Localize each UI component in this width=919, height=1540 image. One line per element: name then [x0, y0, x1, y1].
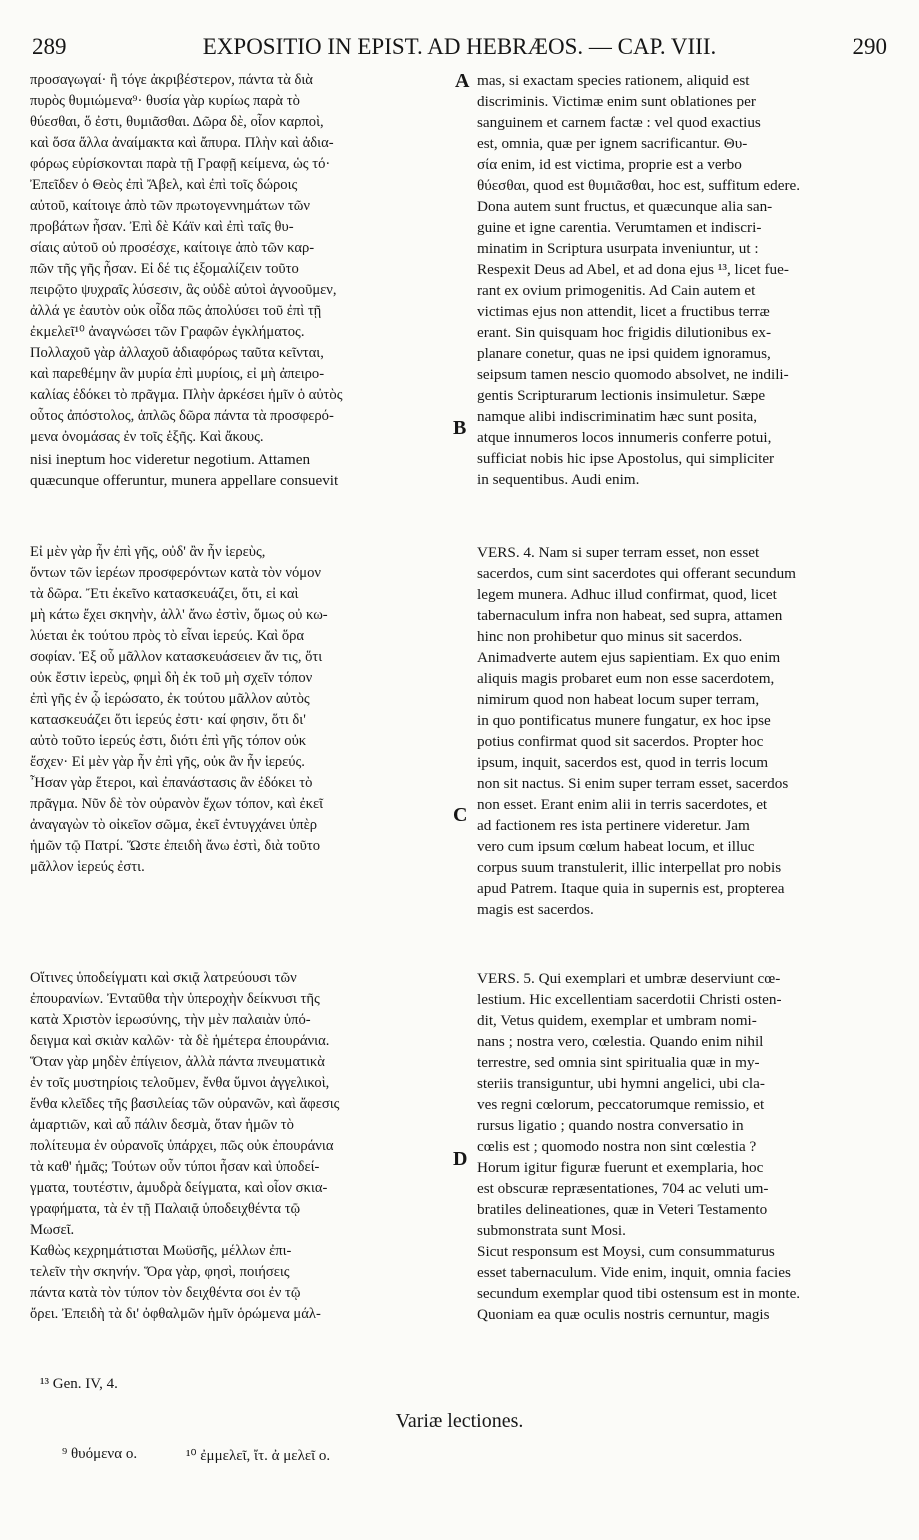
text-line: quæcunque offeruntur, munera appellare consuevit — [30, 472, 339, 489]
text-line: seipsum tamen nescio quomodo absolvet, ne indili- — [477, 366, 789, 383]
text-line: Respexit Deus ad Abel, et ad dona ejus ¹³, licet fue- — [477, 261, 789, 278]
text-line: nisi ineptum hoc videretur negotium. Attamen — [30, 451, 311, 468]
text-line: terrestre, sed omnia sint spiritualia quæ in my- — [477, 1054, 760, 1071]
text-line: namque alibi indiscriminatim hæc sunt posita, — [477, 408, 758, 425]
text-line: Οἵτινες ὑποδείγματι καὶ σκιᾷ λατρεύουσι τῶν — [30, 970, 297, 986]
text-line: esset tabernaculum. Vide enim, inquit, omnia facies — [477, 1264, 791, 1281]
text-line: πρᾶγμα. Νῦν δὲ τὸν οὐρανὸν ἔχων τόπον, καὶ ἐκεῖ — [30, 796, 324, 812]
text-line: steriis transiguntur, ubi hymni angelici, ubi cla- — [477, 1075, 765, 1092]
text-line: αὐτὸ τοῦτο ἱερεύς ἐστι, διότι ἐπὶ γῆς τόπον οὐκ — [30, 733, 307, 749]
text-line: μὴ κάτω ἔχει σκηνὴν, ἀλλ' ἄνω ἐστὶν, ὅμως οὐ κω- — [30, 607, 328, 623]
text-line: ὄρει. Ἐπειδὴ τὰ δι' ὀφθαλμῶν ἡμῖν ὁρώμενα μάλ- — [30, 1306, 321, 1322]
text-line: sanguinem et carnem factæ : vel quod exactius — [477, 114, 761, 131]
greek-text-block-2 — [30, 542, 458, 878]
text-line: nimirum quod non habeat locum super terram, — [477, 691, 760, 708]
text-line: secundum exemplar quod tibi ostensum est in monte. — [477, 1285, 801, 1302]
text-line: Μωσεῖ. — [30, 1222, 75, 1238]
text-line: ἀλλά γε ἑαυτὸν οὐκ οἶδα πῶς ἀπολύσει τοῦ ἐπὶ τῇ — [30, 303, 322, 319]
text-line: apud Patrem. Itaque quia in supernis est, propterea — [477, 880, 785, 897]
text-line: Ὅταν γὰρ μηδὲν ἐπίγειον, ἀλλὰ πάντα πνευματικὰ — [30, 1054, 325, 1070]
text-line: atque innumeros locos innumeris conferre potui, — [477, 429, 772, 446]
text-line: σία enim, id est victima, proprie est a verbo — [477, 156, 742, 173]
variant-reading-1: ⁹ θυόμενα ο. — [62, 1446, 138, 1462]
text-line: sufficiat nobis hic ipse Apostolus, qui simpliciter — [477, 450, 775, 467]
text-line: πάντα κατὰ τὸν τύπον τὸν δειχθέντα σοι ἐν τῷ — [30, 1285, 301, 1301]
text-line: dit, Vetus quidem, exemplar et umbram nomi- — [477, 1012, 757, 1029]
text-line: ipsum, inquit, sacerdos est, quod in terris locum — [477, 754, 769, 771]
text-line: φόρως εὑρίσκονται παρὰ τῇ Γραφῇ κείμενα, ὡς τό· — [30, 156, 331, 172]
text-line: γραφήματα, τὰ ἐν τῇ Παλαιᾷ ὑποδειχθέντα τῷ — [30, 1201, 301, 1217]
text-line: ὄντων τῶν ἱερέων προσφερόντων κατὰ τὸν νόμον — [30, 565, 321, 581]
text-line: lestium. Hic excellentiam sacerdotii Christi osten- — [477, 991, 782, 1008]
text-line: οὐκ ἔστιν ἱερεὺς, φημὶ δὴ ἐκ τοῦ μὴ σχεῖν τόπον — [30, 670, 313, 686]
text-line: σοφίαν. Ἐξ οὗ μᾶλλον κατασκευάσειεν ἄν τις, ὅτι — [30, 649, 323, 665]
text-line: ἔσχεν· Εἰ μὲν γὰρ ἦν ἐπὶ γῆς, οὐκ ἂν ἦν ἱερεύς. — [30, 754, 305, 770]
text-line: πυρὸς θυμιώμενα⁹· θυσία γὰρ κυρίως παρὰ τὸ — [30, 93, 300, 109]
text-line: ἁμαρτιῶν, καὶ αὖ πάλιν δεσμὰ, ὅταν ἡμῶν τὸ — [30, 1117, 294, 1133]
latin-text-block-3 — [477, 968, 884, 1325]
text-line: τελεῖν τὴν σκηνήν. Ὅρα γὰρ, φησὶ, ποιήσεις — [30, 1264, 290, 1280]
text-line: θύεσθαι, quod est θυμιᾶσθαι, hoc est, suffitum edere. — [477, 177, 801, 194]
text-line: hinc non prohibetur quo minus sit sacerdos. — [477, 628, 743, 645]
text-line: Καθὼς κεχρημάτισται Μωϋσῆς, μέλλων ἐπι- — [30, 1243, 292, 1259]
text-line: gentis Scripturarum lectionis insimuletur. Sæpe — [477, 387, 766, 404]
margin-letter-d: D — [453, 1148, 468, 1170]
text-line: τὰ δῶρα. Ἔτι ἐκεῖνο κατασκευάζει, ὅτι, εἰ καὶ — [30, 586, 299, 602]
variae-lectiones-heading: Variæ lectiones. — [395, 1410, 524, 1432]
latin-text-block-1 — [477, 70, 884, 490]
text-line: est, omnia, quæ per ignem sacrificantur. Θυ- — [477, 135, 748, 152]
text-line: καὶ παρεθέμην ἂν μυρία ἐπὶ μυρίοις, εἰ μὴ ἀπειρο- — [30, 366, 325, 382]
text-line: ἐν τοῖς μυστηρίοις τελοῦμεν, ἔνθα ὕμνοι ἀγγελικοὶ, — [30, 1075, 330, 1091]
margin-letter-a: A — [455, 70, 470, 92]
page-number-right: 290 — [852, 34, 887, 59]
text-line: magis est sacerdos. — [477, 901, 594, 918]
text-line: ἔνθα κλεῖδες τῆς βασιλείας τῶν οὐρανῶν, καὶ ἄφεσις — [30, 1096, 340, 1112]
latin-text-block-2 — [477, 542, 884, 920]
text-line: προβάτων ἦσαν. Ἐπὶ δὲ Κάϊν καὶ ἐπὶ ταῖς θυ- — [30, 219, 294, 235]
text-line: Horum igitur figuræ fuerunt et exemplaria, hoc — [477, 1159, 764, 1176]
text-line: οὗτος ἀπόστολος, ἁπλῶς δῶρα πάντα τὰ προσφερό- — [30, 408, 334, 424]
text-line: λύεται ἐκ τούτου πρὸς τὸ εἶναι ἱερεύς. Καὶ ὅρα — [30, 628, 305, 644]
text-line: σίαις αὐτοῦ οὐ προσέσχε, καίτοιγε ἀπὸ τῶν καρ- — [30, 240, 315, 256]
latin-spanning-lines — [30, 449, 458, 491]
text-line: aliquis magis probaret eum non esse sacerdotem, — [477, 670, 775, 687]
text-line: τὰ καθ' ἡμᾶς; Τούτων οὖν τύποι ἦσαν καὶ ὑποδεί- — [30, 1159, 320, 1175]
text-line: καὶ ὅσα ἄλλα ἀναίμακτα καὶ ἄπυρα. Πλὴν καὶ ἀδια- — [30, 135, 334, 151]
text-line: corpus suum transtulerit, illic interpellat pro nobis — [477, 859, 782, 876]
text-line: Ἐπεῖδεν ὁ Θεὸς ἐπὶ Ἄβελ, καὶ ἐπὶ τοῖς δώροις — [30, 177, 298, 193]
text-line: Animadverte autem ejus sapientiam. Ex quo enim — [477, 649, 781, 666]
margin-letter-b: B — [453, 417, 467, 439]
text-line: δειγμα καὶ σκιὰν καλῶν· τὰ δὲ ἡμέτερα ἐπουράνια. — [30, 1033, 330, 1049]
text-line: non esset. Erant enim alii in terris sacerdotes, et — [477, 796, 768, 813]
text-line: minatim in Scriptura usurpata inveniuntur, ut : — [477, 240, 759, 257]
text-line: discriminis. Victimæ enim sunt oblationes per — [477, 93, 756, 110]
text-line: ves regni cœlorum, peccatorumque remissio, et — [477, 1096, 765, 1113]
footnote-reference: ¹³ Gen. IV, 4. — [40, 1376, 118, 1392]
text-line: πειρῷτο ψυχραῖς λύσεσιν, ἃς οὐδὲ αὐτοὶ ἀγνοοῦμεν, — [30, 282, 337, 298]
text-line: cœlis est ; quomodo nostra non sint cœlestia ? — [477, 1138, 757, 1155]
text-line: Ἦσαν γὰρ ἕτεροι, καὶ ἐπανάστασις ἂν ἐδόκει τὸ — [30, 775, 313, 791]
margin-letter-c: C — [453, 804, 468, 826]
text-line: Πολλαχοῦ γὰρ ἀλλαχοῦ ἀδιαφόρως ταῦτα κεῖνται, — [30, 345, 324, 361]
text-line: planare conetur, quas ne ipsi quidem ignoramus, — [477, 345, 771, 362]
variant-reading-2: ¹⁰ ἐμμελεῖ, ἴτ. ἀ μελεῖ ο. — [186, 1448, 331, 1464]
text-line: ἐπὶ γῆς ἐν ᾧ ἱερώσατο, ἐκ τούτου μᾶλλον αὐτὸς — [30, 691, 310, 707]
text-line: πολίτευμα ἐν οὐρανοῖς ὑπάρχει, πῶς οὐκ ἐπουράνια — [30, 1138, 334, 1154]
text-line: κατὰ Χριστὸν ἱερωσύνης, τὴν μὲν παλαιὰν ὑπό- — [30, 1012, 311, 1028]
text-line: sacerdos, cum sint sacerdotes qui offerant secundum — [477, 565, 796, 582]
text-line: non sit nactus. Si enim super terram esset, sacerdos — [477, 775, 789, 792]
text-line: mas, si exactam species rationem, aliquid est — [477, 72, 750, 89]
text-line: Εἰ μὲν γὰρ ἦν ἐπὶ γῆς, οὐδ' ἂν ἦν ἱερεὺς, — [30, 544, 266, 560]
text-line: πῶν τῆς γῆς ἦσαν. Εἰ δέ τις ἐξομαλίζειν τοῦτο — [30, 261, 299, 277]
text-line: in quo pontificatus munere fungatur, ex hoc ipse — [477, 712, 771, 729]
running-title: EXPOSITIO IN EPIST. AD HEBRÆOS. — CAP. VIII. — [202, 34, 717, 59]
text-line: μενα ὀνομάσας ἐν τοῖς ἑξῆς. Καὶ ἄκους. — [30, 429, 264, 445]
greek-text-block-3 — [30, 968, 458, 1325]
text-line: ἡμῶν τῷ Πατρί. Ὥστε ἐπειδὴ ἄνω ἐστὶ, διὰ τοῦτο — [30, 838, 320, 854]
text-line: Dona autem sunt fructus, et quæcunque alia san- — [477, 198, 773, 215]
text-line: est obscuræ repræsentationes, 704 ac veluti um- — [477, 1180, 769, 1197]
text-line: legem munera. Adhuc illud confirmat, quod, licet — [477, 586, 777, 603]
text-line: καλίας ἐδόκει τὸ πρᾶγμα. Πλὴν ἀρκέσει ἡμῖν ὁ αὐτὸς — [30, 387, 343, 403]
text-line: γματα, τουτέστιν, ἀμυδρὰ δείγματα, καὶ οἷον σκια- — [30, 1180, 328, 1196]
text-line: guine et igne carentia. Verumtamen et indiscri- — [477, 219, 762, 236]
text-line: ἀναγαγὼν τὸ οἰκεῖον σῶμα, ἐκεῖ ἐντυγχάνει ὑπὲρ — [30, 817, 318, 833]
text-line: VERS. 5. Qui exemplari et umbræ deserviunt cœ- — [477, 970, 781, 987]
text-line: αὐτοῦ, καίτοιγε ἀπὸ τῶν πρωτογεννημάτων τῶν — [30, 198, 310, 214]
text-line: προσαγωγαί· ἢ τόγε ἀκριβέστερον, πάντα τὰ διὰ — [30, 72, 313, 88]
text-line: nans ; nostra vero, cœlestia. Quando enim nihil — [477, 1033, 764, 1050]
text-line: vero cum ipsum cœlum habeat locum, et illuc — [477, 838, 755, 855]
text-line: submonstrata sunt Mosi. — [477, 1222, 626, 1239]
text-line: VERS. 4. Nam si super terram esset, non esset — [477, 544, 760, 561]
text-line: ad factionem res ista pertinere videretur. Jam — [477, 817, 750, 834]
text-line: θύεσθαι, ὅ ἐστι, θυμιᾶσθαι. Δῶρα δὲ, οἷον καρποὶ, — [30, 114, 324, 130]
text-line: in sequentibus. Audi enim. — [477, 471, 640, 488]
text-line: ἐκμελεῖ¹⁰ ἀναγνώσει τῶν Γραφῶν ἐγκλήματος. — [30, 324, 305, 340]
text-line: ἐπουρανίων. Ἐνταῦθα τὴν ὑπεροχὴν δείκνυσι τῆς — [30, 991, 320, 1007]
text-line: rursus ligatio ; quando nostra conversatio in — [477, 1117, 744, 1134]
text-line: rant ex ovium primogenitis. Ad Cain autem et — [477, 282, 756, 299]
running-header — [32, 30, 887, 64]
greek-text-block-1 — [30, 70, 458, 448]
text-line: tabernaculum infra non habeat, sed supra, attamen — [477, 607, 783, 624]
text-line: potius confirmat quod sit sacerdos. Propter hoc — [477, 733, 764, 750]
text-line: victimas ejus non attendit, licet a fructibus terræ — [477, 303, 770, 320]
text-line: erant. Sin quisquam hoc frigidis dilutionibus ex- — [477, 324, 772, 341]
text-line: Quoniam ea quæ oculis nostris cernuntur, magis — [477, 1306, 770, 1323]
text-line: bratiles delineationes, quæ in Veteri Testamento — [477, 1201, 768, 1218]
page-number-left: 289 — [32, 34, 67, 59]
text-line: κατασκευάζει ὅτι ἱερεύς ἐστι· καί φησιν, ὅτι δι' — [30, 712, 306, 728]
text-line: μᾶλλον ἱερεύς ἐστι. — [30, 859, 145, 875]
text-line: Sicut responsum est Moysi, cum consummaturus — [477, 1243, 775, 1260]
